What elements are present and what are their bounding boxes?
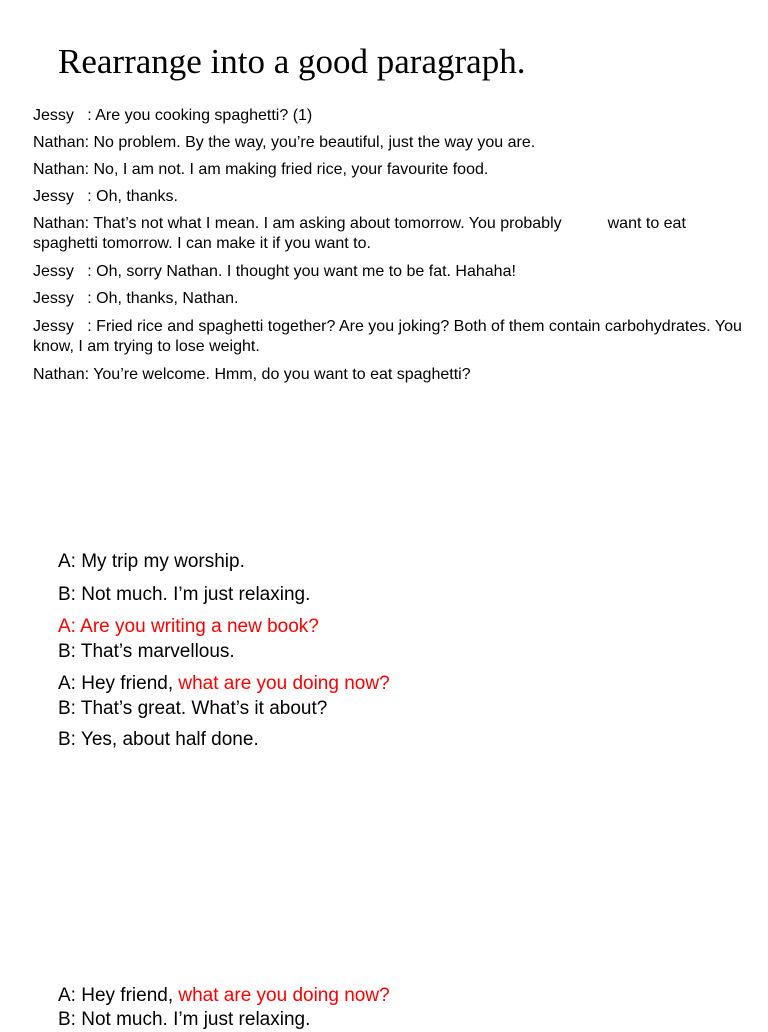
speaker-label: Nathan: [33, 366, 85, 383]
line-text: : That’s not what I mean. I am asking about tomorrow. You probably: [84, 215, 562, 232]
line-text-continued: want to eat spaghetti tomorrow. I can make it if you want to.: [33, 215, 686, 252]
exercise-line: B: That’s marvellous.: [58, 641, 235, 662]
speaker-label: Jessy: [33, 290, 88, 307]
speaker-label: Jessy: [33, 318, 88, 335]
dialogue-line: [33, 133, 743, 153]
line-text: : Oh, sorry Nathan. I thought you want me to be fat. Hahaha!: [87, 263, 516, 280]
line-text: : Are you cooking spaghetti? (1): [87, 107, 313, 124]
exercise-line: B: Not much. I’m just relaxing.: [58, 1009, 311, 1030]
line-text: : No, I am not. I am making fried rice, your favourite food.: [84, 161, 489, 178]
exercise-line: [58, 984, 390, 1008]
speaker-label: Jessy: [33, 263, 88, 280]
speaker-label: Jessy: [33, 107, 88, 124]
exercise-line: B: Not much. I’m just relaxing.: [58, 584, 311, 605]
page-title: Rearrange into a good paragraph.: [58, 42, 526, 81]
exercise-line-highlighted: A: Are you writing a new book?: [58, 616, 319, 637]
dialogue-line: [33, 160, 743, 180]
highlighted-question: what are you doing now?: [178, 985, 390, 1006]
speaker-label: Jessy: [33, 188, 88, 205]
line-prefix: A: Hey friend,: [58, 985, 179, 1006]
line-text: : Oh, thanks.: [87, 188, 178, 205]
exercise-line: [58, 672, 390, 696]
dialogue-line: [33, 317, 743, 357]
dialogue-line: [33, 187, 743, 207]
highlighted-question: what are you doing now?: [178, 673, 390, 694]
dialogue-line: [33, 106, 743, 126]
dialogue-line: [33, 365, 743, 385]
line-text: : Oh, thanks, Nathan.: [87, 290, 239, 307]
line-text: : You’re welcome. Hmm, do you want to eat spaghetti?: [84, 366, 471, 383]
exercise-line: B: Yes, about half done.: [58, 729, 259, 750]
dialogue-line: [33, 289, 743, 309]
speaker-label: Nathan: [33, 161, 85, 178]
line-text: : Fried rice and spaghetti together? Are you joking? Both of them contain carbohydrates. You know, I am trying to lose weight.: [33, 318, 742, 355]
line-prefix: A: Hey friend,: [58, 673, 179, 694]
line-text: : No problem. By the way, you’re beautiful, just the way you are.: [84, 134, 536, 151]
dialogue-line: [33, 262, 743, 282]
speaker-label: Nathan: [33, 215, 85, 232]
dialogue-line: [33, 214, 743, 254]
speaker-label: Nathan: [33, 134, 85, 151]
exercise-line: A: My trip my worship.: [58, 551, 245, 572]
exercise-line: B: That’s great. What’s it about?: [58, 698, 328, 719]
